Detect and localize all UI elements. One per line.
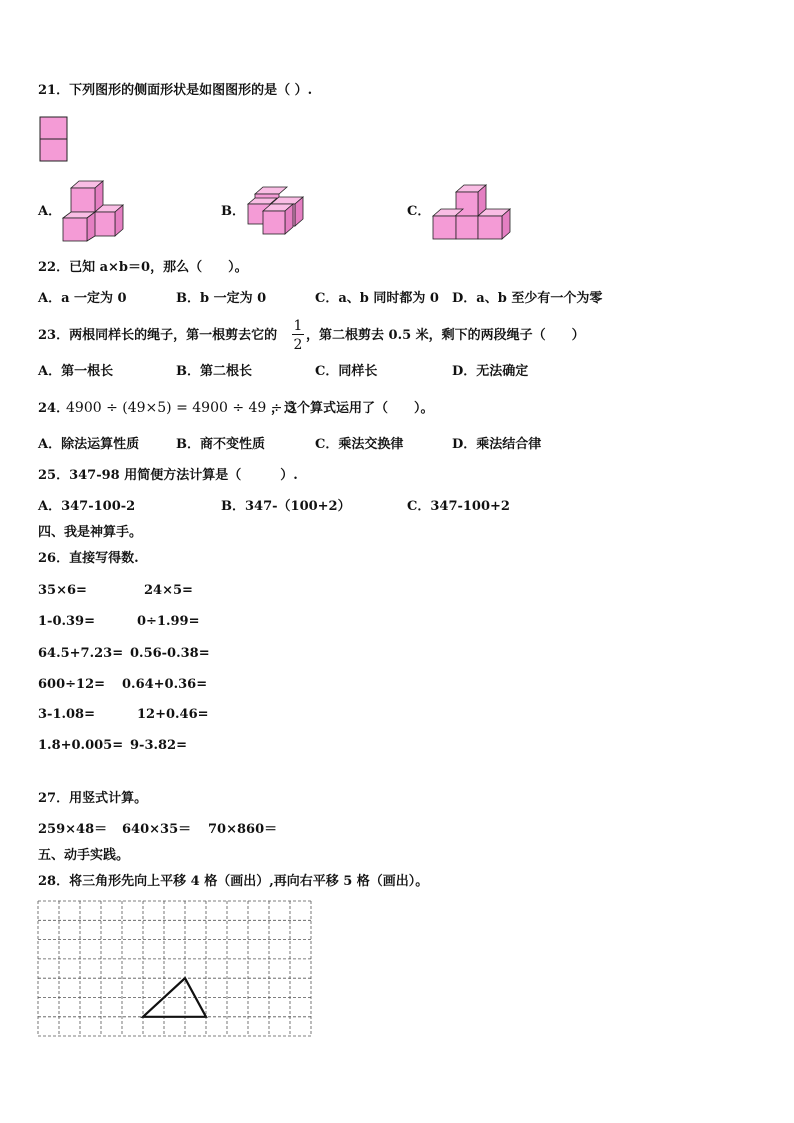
q22-option-b[interactable]: B．b 一定为 0	[176, 291, 267, 306]
q26-item: 12+0.46=	[137, 707, 209, 722]
q23-stem-after: ，第二根剪去 0.5 米，剩下的两段绳子（ ）	[306, 328, 585, 343]
q23-fraction-bar	[292, 334, 304, 335]
q23-option-b[interactable]: B．第二根长	[176, 364, 252, 379]
q21-option-a-cubes[interactable]	[62, 180, 126, 242]
q21-option-a-label: A．	[38, 204, 62, 219]
q26-item: 9-3.82=	[130, 738, 187, 753]
q21-option-c-label: C．	[407, 204, 431, 219]
q25-stem: 25．347-98 用简便方法计算是（ ）.	[38, 468, 298, 483]
q27-stem: 27．用竖式计算。	[38, 791, 148, 806]
q23-option-d[interactable]: D．无法确定	[452, 364, 529, 379]
section-5-title: 五、动手实践。	[38, 848, 130, 863]
q23-option-a[interactable]: A．第一根长	[38, 364, 114, 379]
q26-item: 0÷1.99=	[137, 614, 200, 629]
q27-item: 70×860＝	[208, 822, 278, 837]
q26-item: 1.8+0.005=	[38, 738, 124, 753]
q26-item: 35×6=	[38, 583, 87, 598]
q28-grid[interactable]	[37, 900, 313, 1038]
q24-number: 24．	[38, 401, 70, 416]
q24-option-b[interactable]: B．商不变性质	[176, 437, 265, 452]
q24-option-c[interactable]: C．乘法交换律	[315, 437, 404, 452]
q25-option-c[interactable]: C．347-100+2	[407, 499, 510, 514]
q21-option-b-label: B．	[221, 204, 245, 219]
q23-option-c[interactable]: C．同样长	[315, 364, 378, 379]
q22-option-a[interactable]: A．a 一定为 0	[38, 291, 127, 306]
q26-item: 64.5+7.23=	[38, 646, 124, 661]
q21-option-c-cubes[interactable]	[431, 183, 513, 241]
q26-stem: 26．直接写得数.	[38, 551, 139, 566]
q26-item: 600÷12=	[38, 677, 106, 692]
q27-item: 259×48＝	[38, 822, 108, 837]
q23-fraction-numerator: 1	[293, 318, 303, 334]
q26-item: 24×5=	[144, 583, 193, 598]
q25-option-a[interactable]: A．347-100-2	[38, 499, 136, 514]
q26-item: 3-1.08=	[38, 707, 95, 722]
q22-option-d[interactable]: D．a、b 至少有一个为零	[452, 291, 603, 306]
q23-fraction-denominator: 2	[293, 337, 303, 353]
q26-item: 0.56-0.38=	[130, 646, 210, 661]
q22-stem: 22．已知 a×b＝0，那么（ ）。	[38, 260, 248, 275]
q23-stem-before: 23．两根同样长的绳子，第一根剪去它的	[38, 328, 278, 343]
q27-item: 640×35＝	[122, 822, 192, 837]
q24-option-a[interactable]: A．除法运算性质	[38, 437, 140, 452]
q26-item: 0.64+0.36=	[122, 677, 208, 692]
q21-option-b-cubes[interactable]	[247, 186, 305, 236]
q24-expression: 4900 ÷ (49×5) = 4900 ÷ 49 ÷ 5	[66, 400, 296, 416]
section-4-title: 四、我是神算手。	[38, 525, 143, 540]
q24-option-d[interactable]: D．乘法结合律	[452, 437, 542, 452]
q21-side-view-figure	[39, 116, 69, 162]
q25-option-b[interactable]: B．347-（100+2）	[221, 499, 351, 514]
q22-option-c[interactable]: C．a、b 同时都为 0	[315, 291, 439, 306]
q24-stem-after: ，这个算式运用了（ ）。	[271, 401, 434, 416]
q28-stem: 28．将三角形先向上平移 4 格（画出）,再向右平移 5 格（画出）。	[38, 874, 429, 889]
q26-item: 1-0.39=	[38, 614, 95, 629]
q21-stem: 21．下列图形的侧面形状是如图图形的是（ ）.	[38, 83, 313, 98]
